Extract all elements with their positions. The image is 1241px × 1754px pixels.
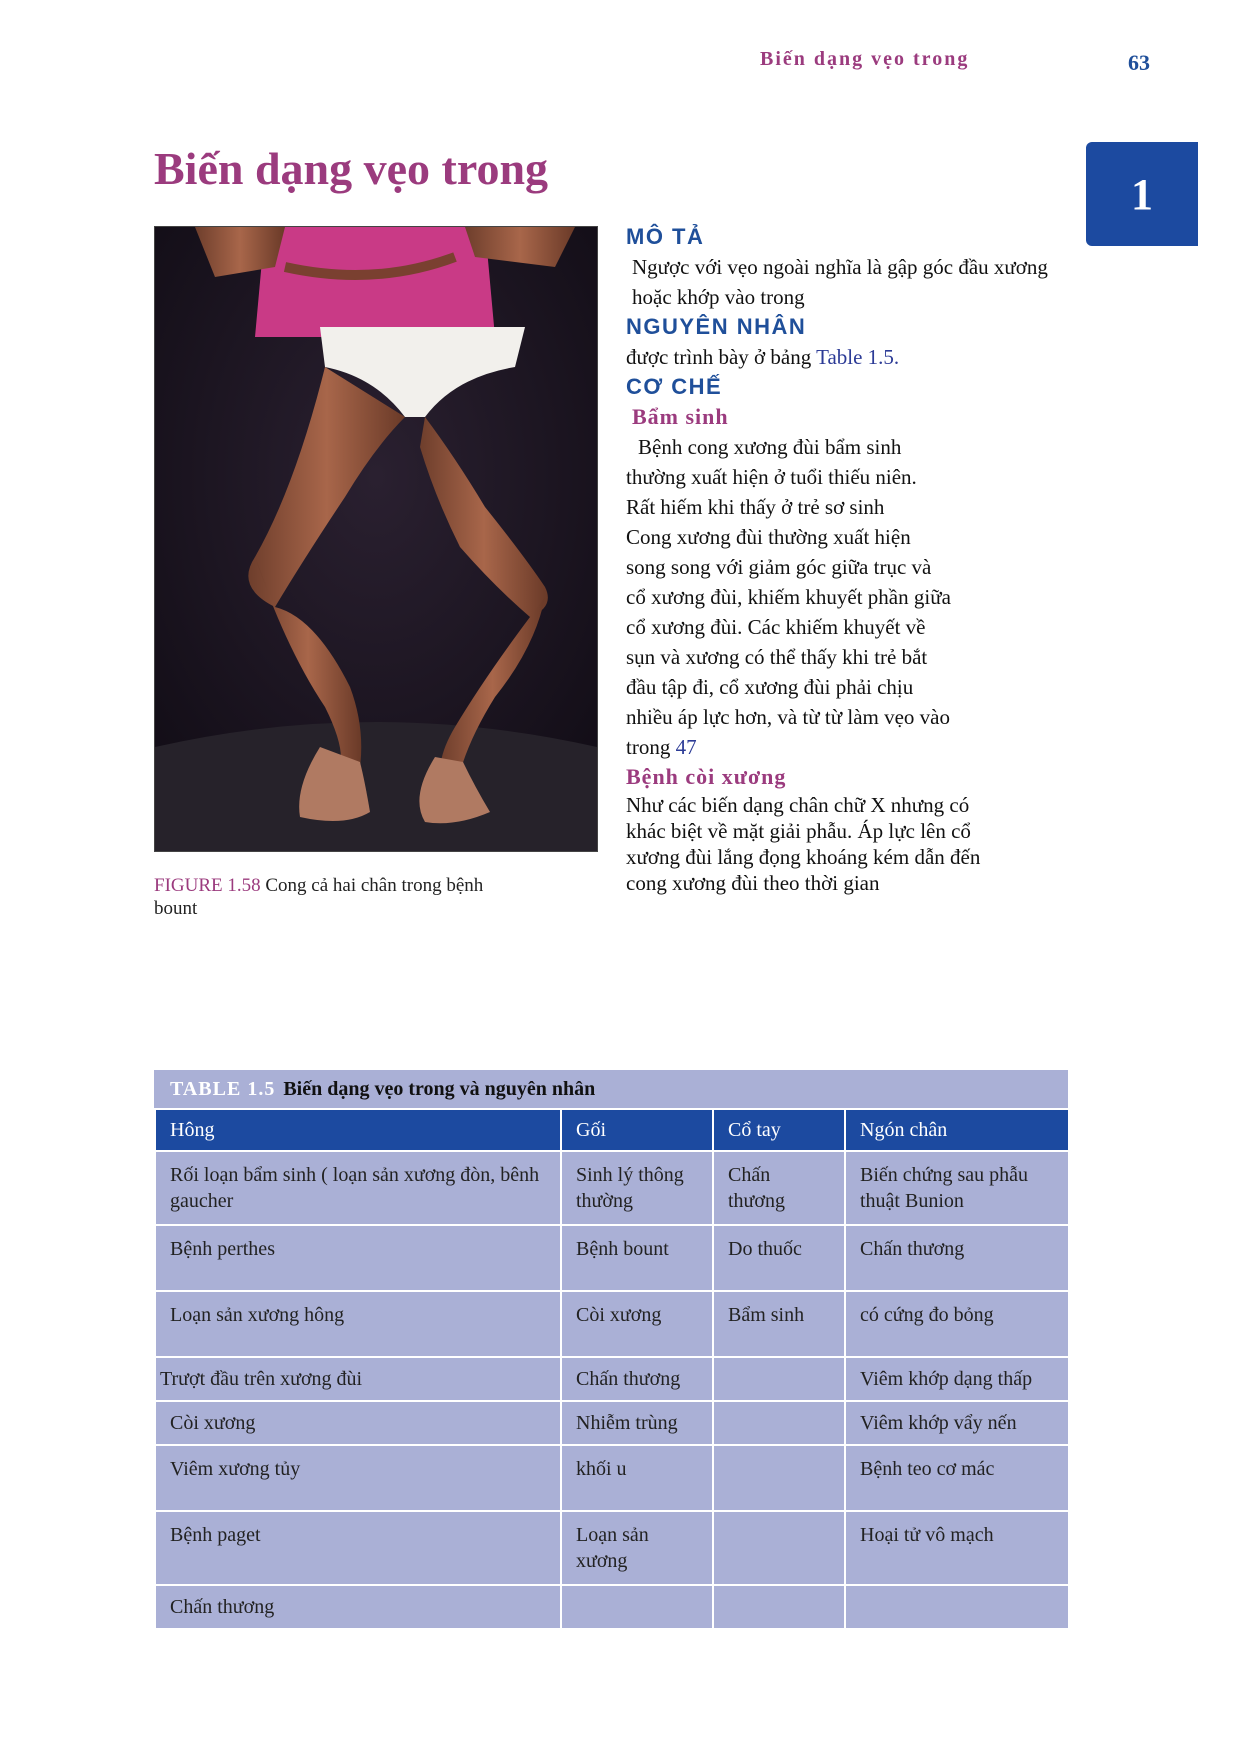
table-cell: Bệnh teo cơ mác <box>845 1445 1069 1511</box>
table-header-row <box>155 1109 1069 1151</box>
column-header-toe: Ngón chân <box>845 1109 1069 1151</box>
figure-caption <box>154 874 514 920</box>
congenital-line: nhiều áp lực hơn, và từ từ làm vẹo vào <box>626 705 951 729</box>
table-row <box>155 1401 1069 1445</box>
causes-table <box>154 1070 1068 1630</box>
congenital-line: cổ xương đùi. Các khiếm khuyết về <box>626 615 926 639</box>
table-cell <box>713 1445 845 1511</box>
page-title: Biến dạng vẹo trong <box>154 143 549 194</box>
table-row <box>155 1585 1069 1629</box>
table-cell <box>713 1357 845 1401</box>
table-cell: Bẩm sinh <box>713 1291 845 1357</box>
column-header-wrist: Cổ tay <box>713 1109 845 1151</box>
rickets-line: Như các biến dạng chân chữ X nhưng có <box>626 793 970 817</box>
table-cell: khối u <box>561 1445 713 1511</box>
citation-link[interactable]: 47 <box>675 735 697 759</box>
table-cell <box>561 1585 713 1629</box>
table-title: Biến dạng vẹo trong và nguyên nhân <box>283 1077 596 1100</box>
table-cell: Bệnh paget <box>155 1511 561 1585</box>
clinical-photo-illustration <box>155 227 597 851</box>
table-cell: Viêm xương tủy <box>155 1445 561 1511</box>
rickets-line: xương đùi lắng đọng khoáng kém dẫn đến <box>626 845 981 869</box>
congenital-line: sụn và xương có thể thấy khi trẻ bắt <box>626 645 928 669</box>
cause-paragraph <box>626 342 1066 372</box>
table-grid <box>154 1108 1070 1630</box>
text-column <box>626 222 1066 896</box>
congenital-line: đầu tập đi, cổ xương đùi phải chịu <box>626 675 914 699</box>
table-cell <box>713 1401 845 1445</box>
table-cell: Do thuốc <box>713 1225 845 1291</box>
cause-text: được trình bày ở bảng <box>626 345 812 369</box>
rickets-paragraph <box>626 792 1066 896</box>
column-header-knee: Gối <box>561 1109 713 1151</box>
subheading-rickets: Bệnh còi xương <box>626 764 787 789</box>
congenital-line: cổ xương đùi, khiếm khuyết phần giữa <box>626 585 951 609</box>
table-cell: Nhiễm trùng <box>561 1401 713 1445</box>
table-cell: có cứng đo bỏng <box>845 1291 1069 1357</box>
table-cell: Rối loạn bẩm sinh ( loạn sản xương đòn, bênh gaucher <box>155 1151 561 1225</box>
table-cell: Chấn thương <box>155 1585 561 1629</box>
page-number: 63 <box>1128 50 1150 75</box>
section-heading-mechanism: CƠ CHẾ <box>626 374 723 399</box>
section-heading-description: MÔ TẢ <box>626 224 705 249</box>
table-cell <box>713 1585 845 1629</box>
table-cell <box>845 1585 1069 1629</box>
table-cell: Biến chứng sau phẫu thuật Bunion <box>845 1151 1069 1225</box>
table-row <box>155 1445 1069 1511</box>
clinical-photo <box>154 226 598 852</box>
figure-caption-text: Cong cả hai chân trong bệnh bount <box>154 875 484 919</box>
congenital-last-text: trong <box>626 735 671 759</box>
congenital-line: Cong xương đùi thường xuất hiện <box>626 525 911 549</box>
congenital-line: thường xuất hiện ở tuổi thiếu niên. <box>626 465 917 489</box>
table-cell: Bệnh bount <box>561 1225 713 1291</box>
table-cell: Loạn sản xương hông <box>155 1291 561 1357</box>
congenital-line: song song với giảm góc giữa trục và <box>626 555 932 579</box>
table-cell: Còi xương <box>561 1291 713 1357</box>
table-cell: Hoại tử vô mạch <box>845 1511 1069 1585</box>
column-header-hip: Hông <box>155 1109 561 1151</box>
table-cell: Bệnh perthes <box>155 1225 561 1291</box>
figure-label: FIGURE 1.58 <box>154 875 261 896</box>
subheading-congenital: Bẩm sinh <box>632 404 729 429</box>
table-cell: Chấn thương <box>713 1151 845 1225</box>
table-cell: Viêm khớp vẩy nến <box>845 1401 1069 1445</box>
table-cell: Sinh lý thông thường <box>561 1151 713 1225</box>
congenital-line-last <box>626 732 1066 762</box>
table-cell: Viêm khớp dạng thấp <box>845 1357 1069 1401</box>
running-head: Biến dạng vẹo trong <box>760 48 970 70</box>
description-text: Ngược với vẹo ngoài nghĩa là gập góc đầu xương hoặc khớp vào trong <box>632 255 1048 309</box>
rickets-line: khác biệt về mặt giải phẫu. Áp lực lên cổ <box>626 819 971 843</box>
table-row <box>155 1291 1069 1357</box>
table-row <box>155 1225 1069 1291</box>
congenital-line: Rất hiếm khi thấy ở trẻ sơ sinh <box>626 495 885 519</box>
congenital-line: Bệnh cong xương đùi bẩm sinh <box>638 435 902 459</box>
table-cell: Còi xương <box>155 1401 561 1445</box>
table-title-bar <box>154 1070 1068 1108</box>
table-cell: Chấn thương <box>845 1225 1069 1291</box>
table-cell: Loạn sản xương <box>561 1511 713 1585</box>
section-heading-cause: NGUYÊN NHÂN <box>626 314 807 339</box>
chapter-tab[interactable]: 1 <box>1086 142 1198 246</box>
table-reference-link[interactable]: Table 1.5. <box>816 345 900 369</box>
congenital-paragraph <box>626 432 1066 762</box>
table-row <box>155 1511 1069 1585</box>
table-label: TABLE 1.5 <box>170 1077 276 1100</box>
table-cell: Chấn thương <box>561 1357 713 1401</box>
table-row <box>155 1357 1069 1401</box>
table-row <box>155 1151 1069 1225</box>
rickets-line: cong xương đùi theo thời gian <box>626 871 880 895</box>
table-cell <box>713 1511 845 1585</box>
table-cell: Trượt đầu trên xương đùi <box>155 1357 561 1401</box>
